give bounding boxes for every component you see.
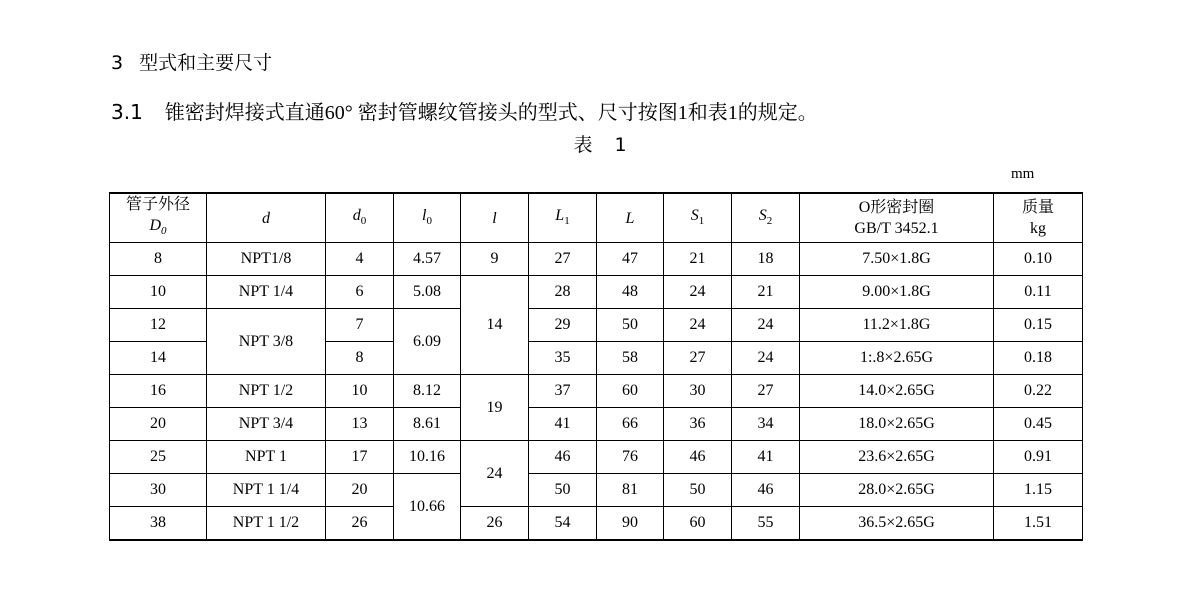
cell-l: 24 [461, 441, 529, 507]
cell-L1: 50 [529, 474, 597, 507]
table-row [110, 474, 1083, 507]
cell-outer-diameter: 20 [110, 408, 207, 441]
section-heading [111, 48, 272, 75]
cell-d0: 20 [326, 474, 394, 507]
cell-d0: 6 [326, 276, 394, 309]
table-row [110, 243, 1083, 276]
cell-S1: 30 [664, 375, 732, 408]
table-row [110, 309, 1083, 342]
cell-o-ring: 9.00×1.8G [800, 276, 994, 309]
cell-o-ring: 36.5×2.65G [800, 507, 994, 541]
cell-L1: 27 [529, 243, 597, 276]
cell-mass: 0.22 [994, 375, 1083, 408]
dimension-table [109, 192, 1083, 541]
table-title [0, 130, 1200, 157]
clause-number: 3.1 [111, 100, 143, 124]
cell-outer-diameter: 25 [110, 441, 207, 474]
table-row [110, 375, 1083, 408]
cell-S2: 41 [732, 441, 800, 474]
header-l0: $l_0$ [394, 193, 461, 243]
cell-S1: 36 [664, 408, 732, 441]
cell-outer-diameter: 30 [110, 474, 207, 507]
clause-text: 锥密封焊接式直通60° 密封管螺纹管接头的型式、尺寸按图1和表1的规定。 [164, 102, 818, 124]
cell-mass: 1.51 [994, 507, 1083, 541]
cell-L: 47 [597, 243, 664, 276]
cell-l0: 8.12 [394, 375, 461, 408]
cell-outer-diameter: 12 [110, 309, 207, 342]
cell-o-ring: 11.2×1.8G [800, 309, 994, 342]
cell-d0: 4 [326, 243, 394, 276]
table-row [110, 507, 1083, 541]
cell-S1: 50 [664, 474, 732, 507]
cell-thread: NPT 1 1/2 [207, 507, 326, 541]
cell-d0: 8 [326, 342, 394, 375]
cell-S2: 55 [732, 507, 800, 541]
cell-mass: 0.15 [994, 309, 1083, 342]
cell-outer-diameter: 16 [110, 375, 207, 408]
table-header-row [110, 193, 1083, 243]
cell-l0: 10.16 [394, 441, 461, 474]
cell-thread: NPT 3/8 [207, 309, 326, 375]
cell-L: 58 [597, 342, 664, 375]
table-row [110, 441, 1083, 474]
header-outer-diameter: 管子外径 $D_0$ [110, 193, 207, 243]
cell-l0: 6.09 [394, 309, 461, 375]
cell-d0: 7 [326, 309, 394, 342]
cell-L: 76 [597, 441, 664, 474]
cell-o-ring: 23.6×2.65G [800, 441, 994, 474]
cell-d0: 13 [326, 408, 394, 441]
cell-d0: 17 [326, 441, 394, 474]
header-S2: $S_2$ [732, 193, 800, 243]
cell-S1: 60 [664, 507, 732, 541]
cell-thread: NPT 1/4 [207, 276, 326, 309]
table-title-number: 1 [614, 134, 627, 156]
cell-L1: 28 [529, 276, 597, 309]
clause-paragraph [111, 96, 818, 125]
section-number: 3 [111, 52, 124, 74]
cell-o-ring: 1:.8×2.65G [800, 342, 994, 375]
header-S1: $S_1$ [664, 193, 732, 243]
cell-l0: 4.57 [394, 243, 461, 276]
cell-thread: NPT 1 [207, 441, 326, 474]
header-d: d [207, 193, 326, 243]
cell-o-ring: 18.0×2.65G [800, 408, 994, 441]
cell-l0: 5.08 [394, 276, 461, 309]
cell-thread: NPT 1/2 [207, 375, 326, 408]
cell-S1: 21 [664, 243, 732, 276]
cell-mass: 0.10 [994, 243, 1083, 276]
cell-d0: 26 [326, 507, 394, 541]
cell-L1: 29 [529, 309, 597, 342]
cell-mass: 0.18 [994, 342, 1083, 375]
cell-l: 14 [461, 276, 529, 375]
cell-L: 50 [597, 309, 664, 342]
cell-S2: 24 [732, 309, 800, 342]
cell-S2: 24 [732, 342, 800, 375]
cell-L1: 37 [529, 375, 597, 408]
cell-L: 60 [597, 375, 664, 408]
cell-S1: 27 [664, 342, 732, 375]
cell-outer-diameter: 8 [110, 243, 207, 276]
cell-thread: NPT 1 1/4 [207, 474, 326, 507]
cell-S1: 24 [664, 309, 732, 342]
cell-l0: 8.61 [394, 408, 461, 441]
cell-l: 9 [461, 243, 529, 276]
header-l: l [461, 193, 529, 243]
cell-S2: 27 [732, 375, 800, 408]
cell-S1: 24 [664, 276, 732, 309]
cell-L1: 46 [529, 441, 597, 474]
cell-outer-diameter: 14 [110, 342, 207, 375]
cell-S2: 21 [732, 276, 800, 309]
cell-S1: 46 [664, 441, 732, 474]
cell-S2: 46 [732, 474, 800, 507]
cell-L1: 35 [529, 342, 597, 375]
header-L: L [597, 193, 664, 243]
cell-thread: NPT1/8 [207, 243, 326, 276]
cell-o-ring: 7.50×1.8G [800, 243, 994, 276]
cell-o-ring: 28.0×2.65G [800, 474, 994, 507]
cell-l0: 10.66 [394, 474, 461, 541]
header-d0: $d_0$ [326, 193, 394, 243]
cell-L1: 54 [529, 507, 597, 541]
header-o-ring: O形密封圈 GB/T 3452.1 [800, 193, 994, 243]
cell-S2: 34 [732, 408, 800, 441]
cell-S2: 18 [732, 243, 800, 276]
cell-mass: 0.45 [994, 408, 1083, 441]
section-title: 型式和主要尺寸 [139, 52, 273, 74]
cell-o-ring: 14.0×2.65G [800, 375, 994, 408]
cell-l: 19 [461, 375, 529, 441]
cell-L: 66 [597, 408, 664, 441]
cell-mass: 0.11 [994, 276, 1083, 309]
cell-L: 90 [597, 507, 664, 541]
cell-mass: 0.91 [994, 441, 1083, 474]
unit-label: mm [1011, 166, 1035, 182]
cell-L: 81 [597, 474, 664, 507]
cell-l: 26 [461, 507, 529, 541]
table-title-word: 表 [573, 134, 593, 156]
header-L1: $L_1$ [529, 193, 597, 243]
cell-d0: 10 [326, 375, 394, 408]
header-mass: 质量 kg [994, 193, 1083, 243]
cell-L: 48 [597, 276, 664, 309]
cell-outer-diameter: 10 [110, 276, 207, 309]
cell-mass: 1.15 [994, 474, 1083, 507]
cell-L1: 41 [529, 408, 597, 441]
table-row [110, 276, 1083, 309]
table-row [110, 408, 1083, 441]
cell-thread: NPT 3/4 [207, 408, 326, 441]
cell-outer-diameter: 38 [110, 507, 207, 541]
